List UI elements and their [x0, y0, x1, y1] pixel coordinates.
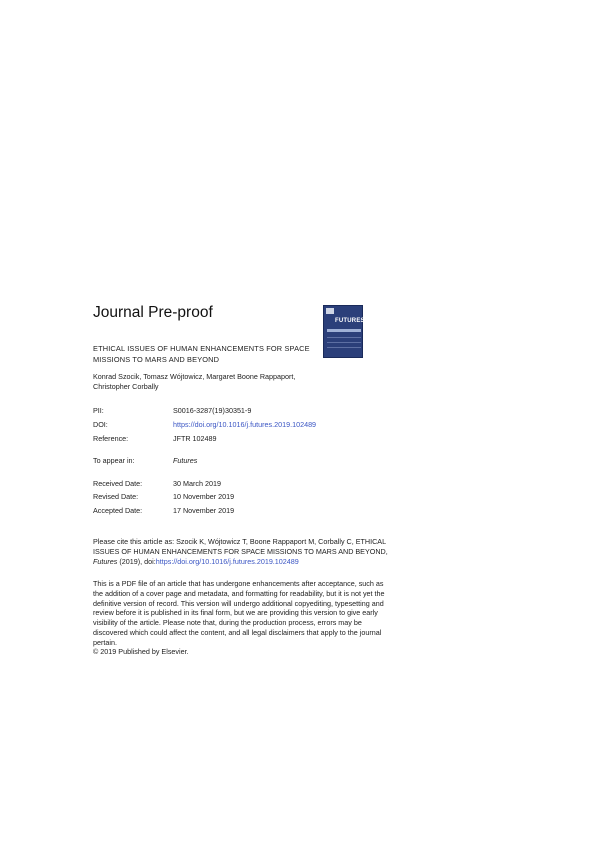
accepted-date-label: Accepted Date:: [93, 506, 143, 515]
citation-paragraph: Please cite this article as: Szocik K, Wójtowicz T, Boone Rappaport M, Corbally C, ETHICAL ISSUES OF HUMAN ENHANCEMENTS FOR SPACE MISSIONS TO MARS AND BEYOND, Futures (2019), doi:https://doi.org/10.1016/j.futures.2019.102489: [93, 537, 388, 566]
reference-label: Reference:: [93, 434, 129, 443]
cover-journal-name: FUTURES: [335, 318, 365, 324]
cover-logo-mark: [326, 308, 334, 314]
accepted-date-value: 17 November 2019: [173, 506, 235, 515]
received-date-value: 30 March 2019: [173, 479, 221, 488]
copyright-notice: © 2019 Published by Elsevier.: [93, 647, 189, 656]
doi-link[interactable]: https://doi.org/10.1016/j.futures.2019.102489: [173, 420, 317, 429]
citation-journal: Futures: [93, 556, 118, 566]
received-date-label: Received Date:: [93, 479, 143, 488]
cover-rule: [327, 342, 361, 343]
doi-label: DOI:: [93, 420, 108, 429]
pii-label: PII:: [93, 406, 104, 415]
citation-year: (2019), doi:: [117, 556, 156, 566]
citation-doi-link[interactable]: https://doi.org/10.1016/j.futures.2019.102489: [155, 556, 299, 566]
appear-in-value: Futures: [173, 456, 198, 465]
pii-value: S0016-3287(19)30351-9: [173, 406, 252, 415]
article-authors: Konrad Szocik, Tomasz Wójtowicz, Margaret Boone Rappaport, Christopher Corbally: [93, 372, 296, 391]
notice-paragraph: This is a PDF file of an article that has undergone enhancements after acceptance, such as the addition of a cover page and metadata, and formatting for readability, but it is not yet the definitive version of record. This version will undergo additional copyediting, typesetting and review before it is published in its final form, but we are providing this version to give early visibility of the article. Please note that, during the production process, errors may be discovered which could affect the content, and all legal disclaimers that apply to the journal pertain.: [93, 579, 385, 647]
journal-cover-thumbnail: [323, 305, 363, 358]
cover-rule: [327, 337, 361, 338]
article-title: ETHICAL ISSUES OF HUMAN ENHANCEMENTS FOR SPACE MISSIONS TO MARS AND BEYOND: [93, 344, 310, 364]
reference-value: JFTR 102489: [173, 434, 217, 443]
journal-pre-proof-label: Journal Pre-proof: [93, 304, 213, 321]
cover-rule: [327, 347, 361, 348]
revised-date-label: Revised Date:: [93, 492, 139, 501]
revised-date-value: 10 November 2019: [173, 492, 235, 501]
cover-band: [327, 329, 361, 332]
appear-in-label: To appear in:: [93, 456, 135, 465]
